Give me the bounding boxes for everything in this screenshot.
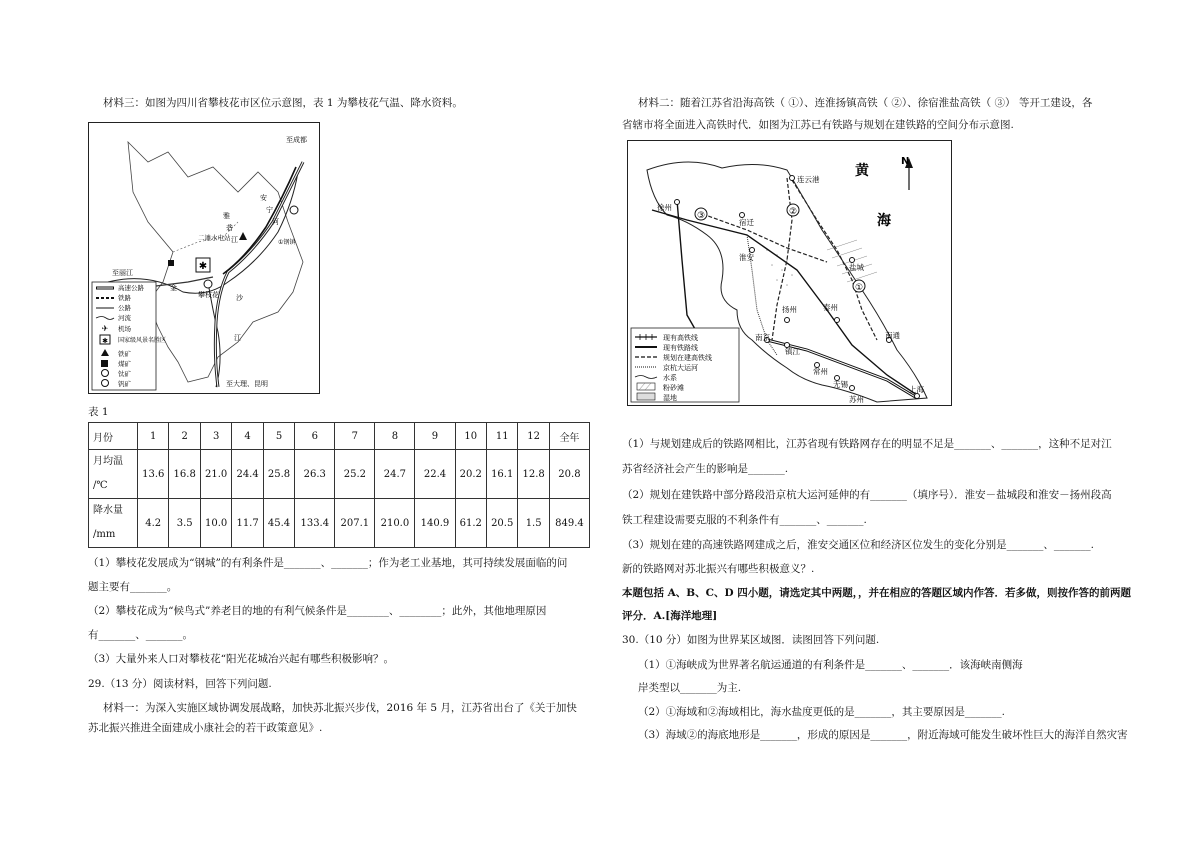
temp-cell: 20.8 <box>549 450 589 499</box>
rain-cell: 210.0 <box>375 499 415 548</box>
q30-1-line1: （1）①海峡成为世界著名航运通道的有利条件是_______、_______．该海峡南侧海 <box>638 659 1023 671</box>
instruction-line1: 本题包括 A、B、C、D 四小题，请选定其中两题，，并在相应的答题区域内作答．若多做，则按作答的前两题 <box>622 587 1132 599</box>
svg-text:✈: ✈ <box>101 324 109 333</box>
map2-lianyungang: 连云港 <box>797 175 820 184</box>
table-row-months <box>89 423 590 450</box>
temp-cell: 16.1 <box>486 450 517 499</box>
map2-nantong: 南通 <box>885 331 900 340</box>
map2-marker-1: ① <box>855 283 864 293</box>
map1-label-he: 河 <box>272 218 279 226</box>
rain-cell: 20.5 <box>486 499 517 548</box>
month-cell: 12 <box>518 423 549 450</box>
map1-label-jinsha-3: 江 <box>234 334 241 342</box>
month-cell: 4 <box>232 423 263 450</box>
rain-label-2: /mm <box>93 529 116 540</box>
rain-cell: 45.4 <box>263 499 294 548</box>
table-row-temp <box>89 450 590 499</box>
temp-cell: 16.8 <box>169 450 200 499</box>
month-cell: 2 <box>169 423 200 450</box>
map1-label-to-dali: 至大理、昆明 <box>226 380 268 388</box>
temp-cell: 25.8 <box>263 450 294 499</box>
map2-legend-1: 现有铁路线 <box>663 344 698 352</box>
map2-suqian: 宿迁 <box>739 218 754 227</box>
left-q2-line2: 有_______、_______。 <box>88 629 193 641</box>
material3-text: 材料三：如图为四川省攀枝花市区位示意图，表 1 为攀枝花气温、降水资料。 <box>103 97 463 109</box>
month-cell: 5 <box>263 423 294 450</box>
map1-label-yalong-2: 砻 <box>226 224 233 232</box>
temp-cell: 12.8 <box>518 450 549 499</box>
left-q1-line2: 题主要有_______。 <box>88 581 178 593</box>
map2-shanghai: 上海 <box>909 385 924 394</box>
month-cell: 10 <box>455 423 486 450</box>
temp-label-1: 月均温 <box>93 456 123 467</box>
rain-label-1: 降水量 <box>93 505 123 516</box>
map2-legend-2: 规划在建高铁线 <box>663 354 712 362</box>
map1-label-jinsha-1: 金 <box>170 284 177 292</box>
table-row-rain <box>89 499 590 548</box>
temp-cell: 13.6 <box>138 450 169 499</box>
map2-marker-3: ③ <box>697 211 706 221</box>
rain-label <box>89 499 138 548</box>
map2-zhenjiang: 镇江 <box>785 347 800 356</box>
map2-changzhou: 常州 <box>813 367 828 376</box>
month-cell: 6 <box>295 423 335 450</box>
map2-sea-1: 黄 <box>855 163 869 179</box>
right-q1-line2: 苏省经济社会产生的影响是_______. <box>622 463 789 475</box>
material2-line1: 材料二：随着江苏省沿海高铁（ ①）、连淮扬镇高铁（ ②）、徐宿淮盐高铁（ ③） 等开工建设，各 <box>638 97 1093 109</box>
svg-text:✱: ✱ <box>198 261 208 272</box>
svg-text:✱: ✱ <box>102 337 108 345</box>
rain-cell: 3.5 <box>169 499 200 548</box>
temp-cell: 26.3 <box>295 450 335 499</box>
material2-line2: 省辖市将全面进入高铁时代．如图为江苏已有铁路与规划在建铁路的空间分布示意图. <box>622 119 1014 131</box>
map2-legend-0: 现有高铁线 <box>663 334 698 342</box>
map2-yancheng: 盐城 <box>849 263 864 272</box>
right-q1-line1: （1）与规划建成后的铁路网相比，江苏省现有铁路网存在的明显不足是_______、_______，这种不足对江 <box>622 438 1112 450</box>
map1-legend-9: 钒矿 <box>118 380 131 388</box>
rain-cell: 207.1 <box>335 499 375 548</box>
map2-marker-2: ② <box>789 207 798 217</box>
table-caption: 表 1 <box>88 406 109 418</box>
q30-1-line2: 岸类型以_______为主. <box>638 682 742 694</box>
map2-legend-5: 粉砂滩 <box>663 384 684 392</box>
q30-2-line1: （2）①海域和②海域相比，海水盐度更低的是_______，其主要原因是_______. <box>638 706 1006 718</box>
instruction-line2: 评分．A.[海洋地理] <box>622 610 718 622</box>
rain-cell: 1.5 <box>518 499 549 548</box>
rain-cell: 140.9 <box>415 499 455 548</box>
temp-cell: 25.2 <box>335 450 375 499</box>
table-header-label: 月份 <box>89 423 138 450</box>
rain-cell: 4.2 <box>138 499 169 548</box>
temp-cell: 22.4 <box>415 450 455 499</box>
rain-cell: 10.0 <box>200 499 231 548</box>
rain-cell: 11.7 <box>232 499 263 548</box>
month-cell: 3 <box>200 423 231 450</box>
month-cell: 7 <box>335 423 375 450</box>
map2-suzhou: 苏州 <box>849 395 864 404</box>
map1-legend-0: 高速公路 <box>118 284 144 292</box>
rain-cell: 849.4 <box>549 499 589 548</box>
q30-title: 30.（10 分）如图为世界某区域图．读图回答下列问题. <box>622 634 880 646</box>
month-cell: 8 <box>375 423 415 450</box>
map1-legend-4: 机场 <box>118 325 131 333</box>
right-q2-line2: 铁工程建设需要克服的不利条件有_______、_______. <box>622 514 867 526</box>
map1-legend-1: 铁路 <box>118 294 131 302</box>
map1-label-to-lijiang: 至丽江 <box>112 269 133 277</box>
map1-label-to-chengdu: 至成都 <box>286 136 307 144</box>
climate-table <box>88 422 590 548</box>
month-cell: 全年 <box>549 423 589 450</box>
map1-label-ertan: 二滩水电站 <box>198 234 231 242</box>
temp-cell: 24.7 <box>375 450 415 499</box>
map1-legend-6: 铁矿 <box>118 350 131 358</box>
right-q3-line1: （3）规划在建的高速铁路网建成之后，淮安交通区位和经济区位发生的变化分别是_______、_______. <box>622 539 1095 551</box>
temp-cell: 20.2 <box>455 450 486 499</box>
map2-sea-2: 海 <box>877 213 891 229</box>
map1-legend-5: 国家级风景名胜区 <box>118 337 167 344</box>
map2-wuxi: 无锡 <box>833 380 848 389</box>
map2-nanjing: 南京 <box>755 333 770 342</box>
map1-label-an: 安 <box>260 194 267 202</box>
left-q2-line1: （2）攀枝花成为“候鸟式”养老目的地的有利气候条件是________、________；此外，其他地理原因 <box>88 605 547 617</box>
map1-label-city: 攀枝花 <box>198 291 219 299</box>
map2-north: N <box>901 156 910 167</box>
rain-cell: 133.4 <box>295 499 335 548</box>
temp-cell: 21.0 <box>200 450 231 499</box>
map1-legend-7: 煤矿 <box>118 360 131 368</box>
map1-legend-2: 公路 <box>118 304 131 312</box>
q30-3-line1: （3）海域②的海底地形是_______，形成的原因是_______，附近海域可能发生破坏性巨大的海洋自然灾害 <box>638 729 1128 741</box>
map1-label-tin: ①钢镇 <box>278 239 296 246</box>
month-cell: 1 <box>138 423 169 450</box>
map1-label-jinsha-2: 沙 <box>236 294 243 302</box>
right-q4-line1: 新的铁路网对苏北振兴有哪些积极意义？. <box>622 563 815 575</box>
map2-huaian: 淮安 <box>739 253 754 262</box>
map2-legend-4: 水系 <box>663 374 677 382</box>
temp-cell: 24.4 <box>232 450 263 499</box>
map2-xuzhou: 徐州 <box>657 203 672 212</box>
temp-label-2: /℃ <box>93 480 108 491</box>
map1-label-ning: 宁 <box>266 206 273 214</box>
map2-taizhou: 泰州 <box>823 303 838 312</box>
map1-label-yalong-1: 雅 <box>223 212 230 220</box>
month-cell: 11 <box>486 423 517 450</box>
panzhihua-map <box>88 122 320 394</box>
rain-cell: 61.2 <box>455 499 486 548</box>
map1-legend-8: 钛矿 <box>118 370 131 378</box>
map2-legend-6: 湿地 <box>663 394 677 402</box>
map1-legend-3: 河流 <box>118 314 131 322</box>
left-q1-line1: （1）攀枝花发展成为“钢城”的有利条件是_______、_______；作为老工业基地，其可持续发展面临的问 <box>88 557 568 569</box>
month-cell: 9 <box>415 423 455 450</box>
map2-yangzhou: 扬州 <box>782 305 797 314</box>
q29-material1-line2: 苏北振兴推进全面建成小康社会的若干政策意见》. <box>88 722 323 734</box>
map1-label-yalong-3: 江 <box>231 236 238 244</box>
left-q3-line1: （3）大量外来人口对攀枝花“阳光花城冶兴起有哪些积极影响？。 <box>88 653 395 665</box>
map2-legend-3: 京杭大运河 <box>663 364 698 372</box>
q29-title: 29.（13 分）阅读材料，回答下列问题. <box>88 678 272 690</box>
q29-material1-line1: 材料一：为深入实施区域协调发展战略，加快苏北振兴步伐，2016 年 5 月，江苏省出台了《关于加快 <box>103 702 577 714</box>
right-q2-line1: （2）规划在建铁路中部分路段沿京杭大运河延伸的有_______（填序号）．淮安－盐城段和淮安－扬州段高 <box>622 489 1112 501</box>
jiangsu-railway-map <box>627 140 952 406</box>
temp-label <box>89 450 138 499</box>
